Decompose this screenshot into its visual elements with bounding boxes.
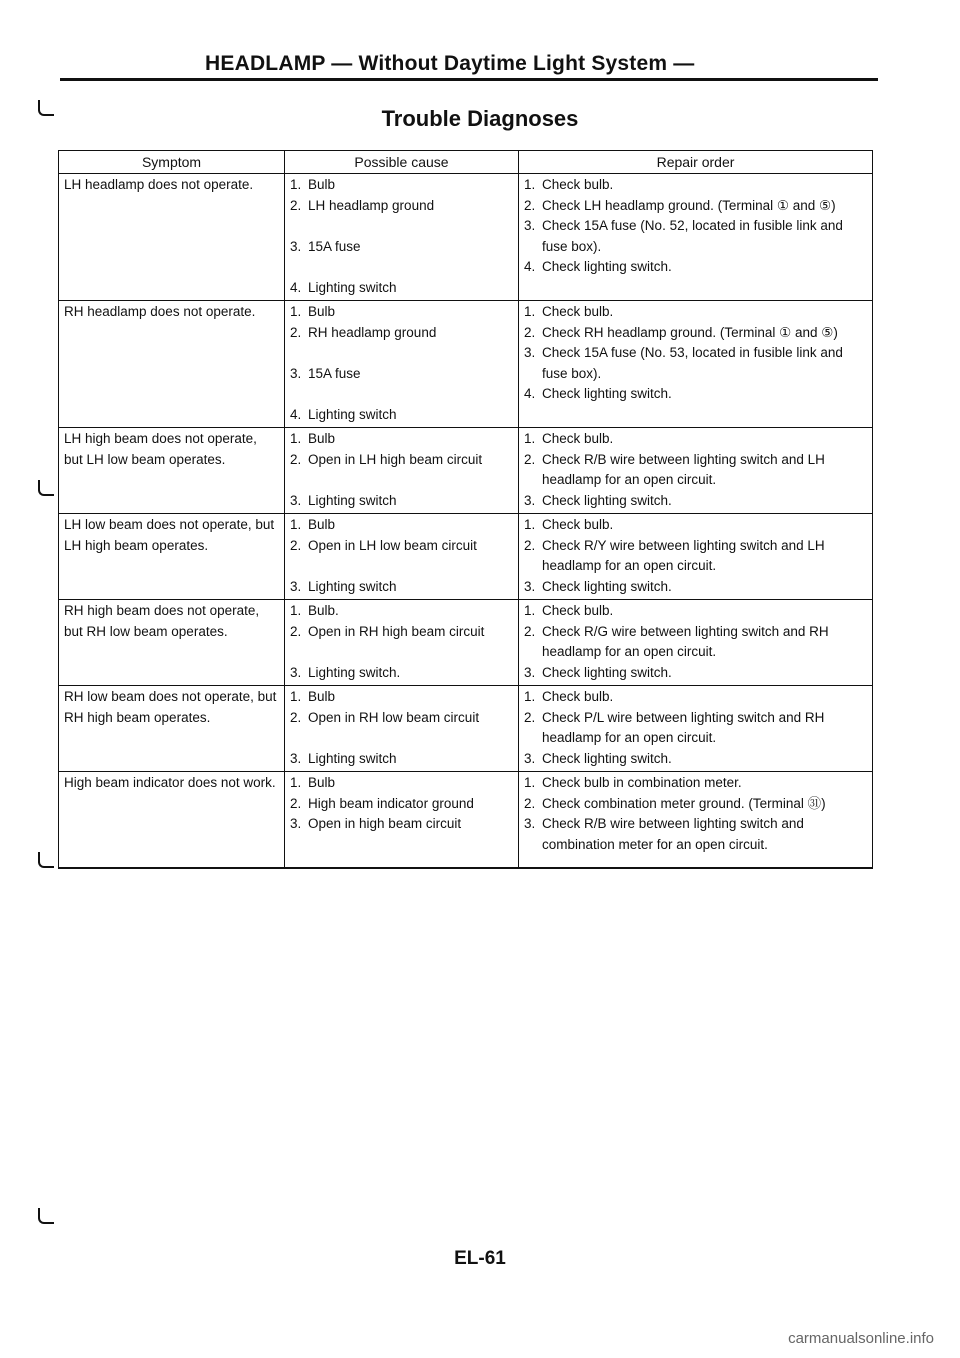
trouble-diagnoses-table — [58, 150, 873, 869]
possible-cause-cell — [285, 600, 519, 686]
table-row — [59, 301, 873, 428]
item-number: 2. — [290, 537, 302, 553]
item-number: 1. — [290, 775, 302, 790]
item-text: Lighting switch — [308, 492, 397, 508]
item-text: Check bulb. — [542, 517, 614, 532]
item-number: 1. — [290, 431, 302, 446]
column-header-symptom: Symptom — [59, 151, 285, 174]
list-item — [290, 175, 512, 196]
margin-marker — [38, 852, 54, 868]
item-number: 3. — [290, 750, 302, 766]
item-number: 2. — [524, 623, 536, 639]
list-item — [524, 175, 866, 196]
item-number: 3. — [524, 345, 536, 360]
item-number: 2. — [290, 623, 302, 639]
item-text: Check bulb in combination meter. — [542, 775, 742, 790]
item-text: Lighting switch — [308, 750, 397, 766]
item-text: Check lighting switch. — [542, 492, 672, 508]
item-number: 2. — [524, 451, 536, 467]
list-item — [290, 773, 512, 794]
list-item — [524, 601, 866, 622]
item-number: 2. — [524, 795, 536, 811]
item-text: Lighting switch. — [308, 664, 401, 680]
table-row — [59, 428, 873, 514]
symptom-cell: LH headlamp does not operate. — [59, 174, 285, 301]
possible-cause-cell — [285, 686, 519, 772]
item-text: Bulb — [308, 517, 336, 532]
item-text: Open in high beam circuit — [308, 816, 462, 831]
list-item — [524, 687, 866, 708]
item-text: Check lighting switch. — [542, 386, 672, 401]
line-spacer — [290, 343, 512, 364]
line-spacer — [290, 728, 512, 749]
item-text: Check R/B wire between lighting switch and combination meter for an open circuit. — [542, 816, 804, 852]
list-item — [290, 601, 512, 622]
margin-marker — [38, 1208, 54, 1224]
item-text: Lighting switch — [308, 279, 397, 295]
item-number: 3. — [290, 492, 302, 508]
symptom-cell: RH headlamp does not operate. — [59, 301, 285, 428]
item-text: Bulb. — [308, 603, 339, 618]
item-text: Lighting switch — [308, 406, 397, 422]
line-spacer — [290, 470, 512, 491]
list-item — [524, 749, 866, 770]
possible-cause-cell — [285, 301, 519, 428]
item-text: Check R/B wire between lighting switch and LH headlamp for an open circuit. — [542, 451, 825, 487]
list-item — [290, 687, 512, 708]
list-item — [524, 773, 866, 794]
item-number: 3. — [524, 218, 536, 233]
item-number: 1. — [290, 689, 302, 704]
item-number: 3. — [524, 578, 536, 594]
item-text: Check LH headlamp ground. (Terminal ① and ⑤) — [542, 197, 836, 213]
item-text: Open in RH high beam circuit — [308, 623, 485, 639]
list-item — [290, 237, 512, 258]
list-item — [524, 450, 866, 491]
list-item — [524, 196, 866, 217]
symptom-cell: LH low beam does not operate, but LH high beam operates. — [59, 514, 285, 600]
list-item — [290, 491, 512, 512]
line-spacer — [290, 384, 512, 405]
column-header-repair-order: Repair order — [519, 151, 873, 174]
list-item — [290, 708, 512, 729]
item-text: Bulb — [308, 431, 336, 446]
item-number: 2. — [524, 709, 536, 725]
item-number: 4. — [290, 279, 302, 295]
item-number: 3. — [524, 750, 536, 766]
list-item — [290, 622, 512, 643]
item-number: 1. — [290, 603, 302, 618]
item-number: 1. — [524, 689, 536, 704]
table-row — [59, 772, 873, 869]
item-number: 2. — [290, 451, 302, 467]
list-item — [524, 343, 866, 384]
item-text: Check lighting switch. — [542, 750, 672, 766]
possible-cause-cell — [285, 174, 519, 301]
repair-order-cell — [519, 301, 873, 428]
item-number: 1. — [524, 177, 536, 192]
item-text: Bulb — [308, 689, 336, 704]
item-number: 4. — [524, 259, 536, 274]
item-number: 1. — [524, 304, 536, 319]
list-item — [524, 216, 866, 257]
item-number: 3. — [290, 816, 302, 831]
item-number: 2. — [290, 709, 302, 725]
list-item — [524, 257, 866, 278]
item-text: Bulb — [308, 304, 336, 319]
repair-order-cell — [519, 428, 873, 514]
list-item — [524, 515, 866, 536]
list-item — [290, 405, 512, 426]
list-item — [290, 323, 512, 344]
list-item — [290, 196, 512, 217]
item-text: Check bulb. — [542, 177, 614, 192]
item-number: 1. — [290, 304, 302, 319]
item-number: 4. — [524, 386, 536, 401]
item-number: 3. — [290, 238, 302, 254]
item-number: 2. — [290, 197, 302, 213]
item-text: Check R/G wire between lighting switch and RH headlamp for an open circuit. — [542, 623, 829, 659]
item-number: 1. — [290, 177, 302, 192]
item-text: Check combination meter ground. (Terminal ㉛) — [542, 795, 826, 811]
table-row — [59, 686, 873, 772]
list-item — [524, 536, 866, 577]
possible-cause-cell — [285, 514, 519, 600]
item-text: Bulb — [308, 177, 336, 192]
list-item — [524, 814, 866, 855]
item-text: Check bulb. — [542, 689, 614, 704]
list-item — [290, 515, 512, 536]
item-number: 1. — [290, 517, 302, 532]
item-number: 1. — [524, 603, 536, 618]
item-text: Check lighting switch. — [542, 578, 672, 594]
item-text: 15A fuse — [308, 238, 361, 254]
list-item — [524, 323, 866, 344]
list-item — [290, 814, 512, 835]
margin-marker — [38, 480, 54, 496]
table-row — [59, 174, 873, 301]
section-title: Trouble Diagnoses — [381, 106, 579, 131]
item-text: High beam indicator ground — [308, 795, 474, 811]
item-text: Check bulb. — [542, 603, 614, 618]
list-item — [524, 429, 866, 450]
item-text: RH headlamp ground — [308, 324, 437, 340]
list-item — [524, 302, 866, 323]
table-body — [59, 174, 873, 869]
item-number: 2. — [524, 197, 536, 213]
item-number: 1. — [524, 431, 536, 446]
list-item — [290, 749, 512, 770]
list-item — [290, 302, 512, 323]
symptom-cell: High beam indicator does not work. — [59, 772, 285, 869]
line-spacer — [290, 556, 512, 577]
item-number: 1. — [524, 517, 536, 532]
item-text: 15A fuse — [308, 365, 361, 381]
item-text: Open in RH low beam circuit — [308, 709, 480, 725]
column-header-possible-cause: Possible cause — [285, 151, 519, 174]
item-text: Check 15A fuse (No. 53, located in fusible link and fuse box). — [542, 345, 843, 381]
symptom-cell: RH high beam does not operate, but RH low beam operates. — [59, 600, 285, 686]
item-number: 3. — [524, 816, 536, 831]
list-item — [290, 364, 512, 385]
symptom-cell: RH low beam does not operate, but RH high beam operates. — [59, 686, 285, 772]
list-item — [290, 450, 512, 471]
item-text: Check bulb. — [542, 431, 614, 446]
item-number: 3. — [290, 365, 302, 381]
item-number: 3. — [290, 664, 302, 680]
repair-order-cell — [519, 514, 873, 600]
repair-order-cell — [519, 772, 873, 869]
item-number: 2. — [524, 324, 536, 340]
list-item — [524, 622, 866, 663]
list-item — [524, 577, 866, 598]
item-text: Check P/L wire between lighting switch and RH headlamp for an open circuit. — [542, 709, 825, 745]
item-number: 2. — [524, 537, 536, 553]
list-item — [290, 278, 512, 299]
table-row — [59, 514, 873, 600]
possible-cause-cell — [285, 772, 519, 869]
item-number: 2. — [290, 324, 302, 340]
list-item — [524, 663, 866, 684]
list-item — [290, 536, 512, 557]
repair-order-cell — [519, 174, 873, 301]
symptom-cell: LH high beam does not operate, but LH low beam operates. — [59, 428, 285, 514]
list-item — [290, 429, 512, 450]
item-text: Check RH headlamp ground. (Terminal ① and ⑤) — [542, 324, 838, 340]
item-text: Check R/Y wire between lighting switch and LH headlamp for an open circuit. — [542, 537, 825, 573]
header-title: HEADLAMP — Without Daytime Light System — — [205, 52, 695, 75]
list-item — [290, 577, 512, 598]
watermark: carmanualsonline.info — [788, 1330, 934, 1347]
line-spacer — [290, 257, 512, 278]
table-header-row — [59, 151, 873, 174]
item-number: 3. — [524, 664, 536, 680]
item-text: Open in LH high beam circuit — [308, 451, 483, 467]
item-text: Open in LH low beam circuit — [308, 537, 477, 553]
line-spacer — [290, 216, 512, 237]
repair-order-cell — [519, 600, 873, 686]
possible-cause-cell — [285, 428, 519, 514]
header-rule — [60, 78, 878, 81]
item-text: Check lighting switch. — [542, 664, 672, 680]
repair-order-cell — [519, 686, 873, 772]
table-row — [59, 600, 873, 686]
list-item — [290, 794, 512, 815]
list-item — [524, 491, 866, 512]
item-text: Check bulb. — [542, 304, 614, 319]
list-item — [524, 794, 866, 815]
item-number: 4. — [290, 406, 302, 422]
item-number: 3. — [290, 578, 302, 594]
line-spacer — [290, 642, 512, 663]
item-text: Lighting switch — [308, 578, 397, 594]
item-number: 1. — [524, 775, 536, 790]
item-text: Check 15A fuse (No. 52, located in fusible link and fuse box). — [542, 218, 843, 254]
item-text: Bulb — [308, 775, 336, 790]
margin-marker — [38, 100, 54, 116]
item-number: 3. — [524, 492, 536, 508]
list-item — [524, 384, 866, 405]
item-number: 2. — [290, 795, 302, 811]
item-text: Check lighting switch. — [542, 259, 672, 274]
list-item — [290, 663, 512, 684]
item-text: LH headlamp ground — [308, 197, 435, 213]
page-number: EL-61 — [454, 1248, 506, 1269]
list-item — [524, 708, 866, 749]
